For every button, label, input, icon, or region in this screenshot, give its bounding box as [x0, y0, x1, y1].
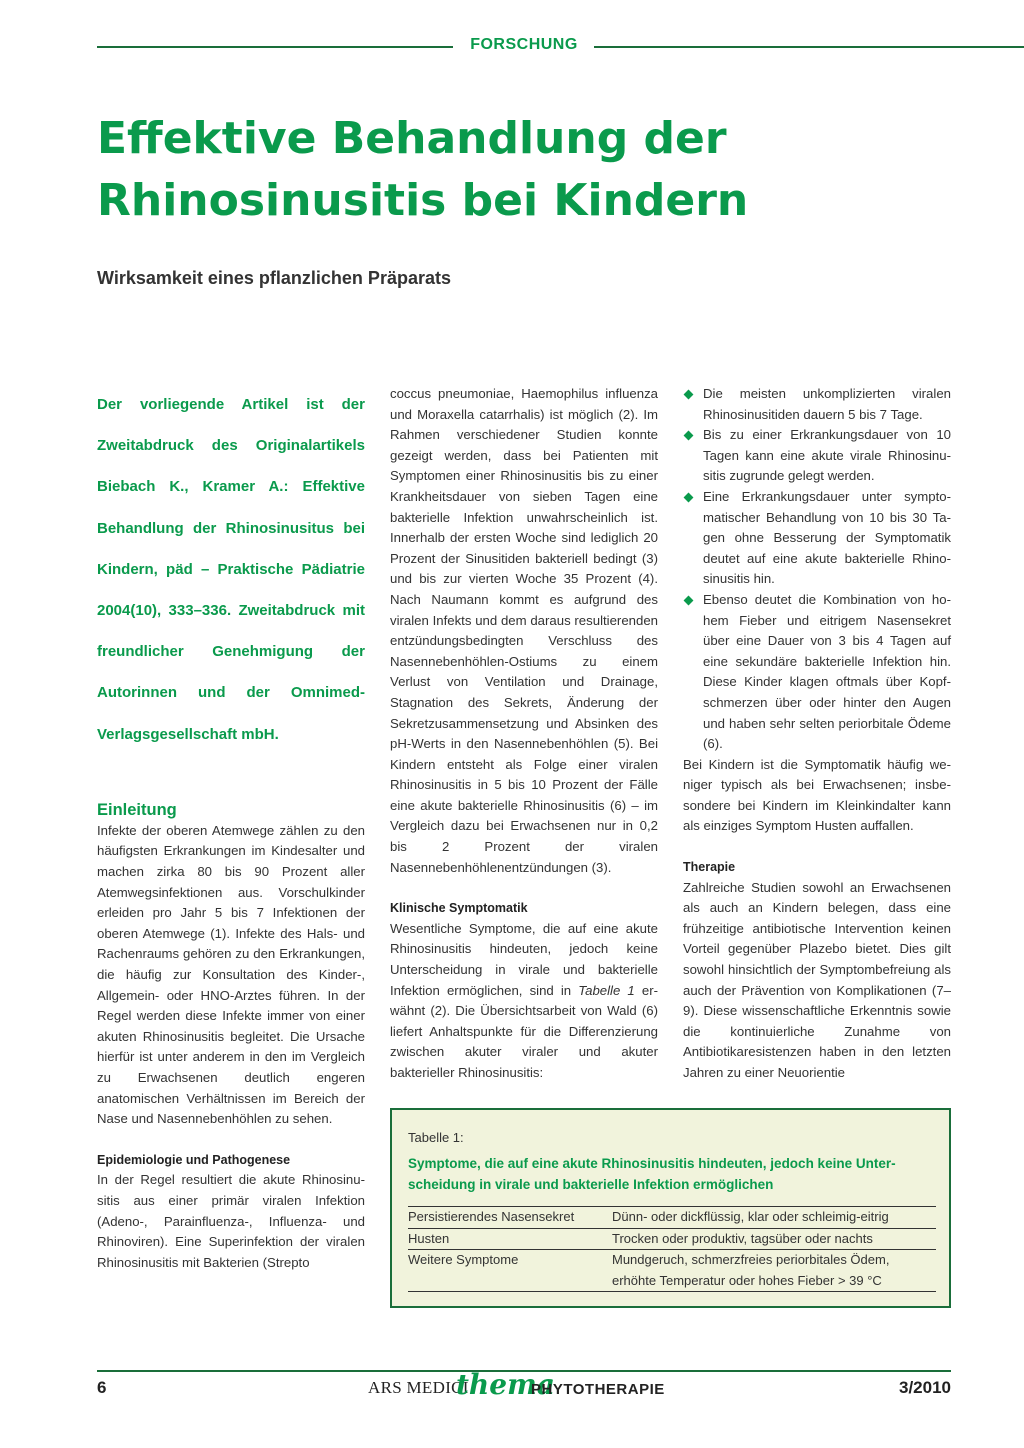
issue-number: 3/2010 — [899, 1378, 951, 1397]
list-item: Bis zu einer Erkrankungsdauer von 10 Tagen kann eine akute virale Rhinosinusitis zugrunde gelegt werden. — [683, 425, 951, 487]
column-1 — [97, 384, 365, 1273]
table-box — [390, 1108, 951, 1308]
article-subtitle: Wirksamkeit eines pflanzlichen Präparats — [97, 268, 451, 288]
clinical-paragraph — [390, 919, 658, 1084]
header-rule-right — [594, 46, 1024, 48]
lead-paragraph: Der vorliegende Artikel ist der Zweitabdruck des Originalartikels Biebach K., Kramer A.: Effektive Behandlung der Rhinosinusitus bei Kindern, päd – Praktische Pädiatrie 2004(10), 333–336. Zweitabdruck mit freundlicher Genehmigung der Autorinnen und der Omnimed-Verlagsgesellschaft mbH. — [97, 396, 365, 743]
therapy-paragraph: Zahlreiche Studien sowohl an Erwachsenen als auch an Kindern belegen, dass eine frühzeitige antibiotische Intervention keinen Vorteil gegenüber Plazebo bietet. Dies gilt sowohl hinsichtlich der Symptombefreiung als auch der Prävention von Komplikationen (7–9). Diese wissenschaftliche Erkenntnis sowie die kontinuierliche Zunahme von Antibiotikaresistenzen haben in den letzten Jahren zu einer Neuorientie — [683, 879, 951, 1080]
table-cell-symptom: Husten — [408, 1228, 612, 1250]
intro-paragraph: Infekte der oberen Atemwege zählen zu den häufigsten Erkrankungen im Kindesalter und machen zirka 80 bis 90 Prozent aller Atemwegsinfektionen aus. Vorschulkinder erleiden pro Jahr 5 bis 7 Infektionen der oberen Atemwege (1). Infekte des Hals- und Rachenraums gehören zu den Erkrankungen, die häufig zur Konsultation des Kinder-, Allgemein- oder HNO-Arztes führen. In der Regel werden diese Infekte immer von einer akuten Rhinosinusitis begleitet. Die Ursache hierfür ist unter anderem in den im Vergleich zu Erwachsenen deutlich engeren anatomischen Verhältnissen im Bereich der Nase und Nasennebenhöhlen zu sehen. — [97, 822, 365, 1127]
list-item: Ebenso deutet die Kombination von hohem Fieber und eitrigem Nasensekret über eine Dauer von 3 bis 4 Tagen auf eine sekundäre bakterielle Infektion hin. Diese Kinder klagen oftmals über Kopfschmerzen über oder hinter den Augen und haben sehr selten periorbitale Ödeme (6). — [683, 590, 951, 755]
column-2 — [390, 384, 658, 1084]
clinical-text-2: erwähnt (2). Die Übersichtsarbeit von Wald (6) liefert Anhaltspunkte für die Differenzierung zwischen akuter viraler und akuter bakterieller Rhinosinusitis: — [390, 982, 659, 1080]
table-row — [408, 1250, 936, 1292]
brand-ars-medici: ARS MEDICI — [368, 1378, 469, 1397]
clinical-text-1: Wesentliche Symptome, die auf eine akute Rhinosinusitis hindeuten, jedoch keine Unterscheidung in virale und bakterielle Infektion ermöglichen, sind in — [390, 920, 658, 998]
table-row — [408, 1228, 936, 1250]
therapy-heading: Therapie — [683, 860, 736, 875]
table-cell-detail: Trocken oder produktiv, tagsüber oder nachts — [612, 1228, 936, 1250]
article-title: Effektive Behandlung der Rhinosinusitis bei Kindern — [97, 113, 749, 226]
intro-heading: Einleitung — [97, 800, 177, 819]
diamond-bullet-icon — [684, 431, 694, 441]
after-bullets-paragraph: Bei Kindern ist die Symptomatik häufig weniger typisch als bei Erwachsenen; insbesondere bei Kindern im Kleinkindalter kann als einziges Symptom Husten auffallen. — [683, 756, 951, 834]
brand-section: PHYTOTHERAPIE — [531, 1381, 665, 1398]
table-row — [408, 1207, 936, 1229]
table-caption: Tabelle 1: — [408, 1130, 464, 1145]
symptom-table — [408, 1206, 936, 1292]
clinical-heading: Klinische Symptomatik — [390, 901, 528, 916]
epidemiology-heading: Epidemiologie und Pathogenese — [97, 1152, 291, 1167]
epidemiology-paragraph-b: coccus pneumoniae, Haemophilus influenza und Moraxella catarrhalis) ist möglich (2). Im Rahmen verschiedener Studien konnte gezeigt werden, dass bei Patienten mit Symptomen einer Rhinosinusitis bis zu einer Krankheitsdauer von sieben Tagen eine bakterielle Infektion unwahrscheinlich ist. Innerhalb der ersten Woche sind lediglich 20 Prozent der Sinusitiden bakteriell bedingt (3) und bis zur vierten Woche 35 Prozent (4). Nach Naumann kommt es aufgrund des viralen Infekts und dem daraus resultierenden entzündungsbedingten Verschluss des Nasennebenhöhlen-Ostiums zu einem Verlust von Ventilation und Drainage, Stagnation des Sekrets, Änderung der Sekretzusammensetzung und Absinken des pH-Werts in den Nasennebenhöhlen (5). Bei Kindern entsteht als Folge einer viralen Rhinosinusitis in 5 bis 10 Prozent der Fälle eine akute bakterielle Rhinosinusitis (6) – im Vergleich dazu bei Erwachsenen nur in 0,2 bis 2 Prozent der viralen Nasennebenhöhlenentzündungen (3). — [390, 386, 658, 875]
epidemiology-paragraph-a: In der Regel resultiert die akute Rhinosinusitis aus einer primär viralen Infektion (Adeno-, Parainfluenza-, Influenza- und Rhinoviren). Eine Superinfektion der viralen Rhinosinusitis mit Bakterien (Strepto — [97, 1172, 365, 1270]
section-label: FORSCHUNG — [470, 36, 578, 53]
table-cell-detail: Mundgeruch, schmerzfreies periorbitales Ödem, erhöhte Temperatur oder hohes Fieber > 39 °C — [612, 1250, 936, 1292]
list-item: Die meisten unkomplizierten viralen Rhinosinusitiden dauern 5 bis 7 Tage. — [683, 384, 951, 425]
column-3 — [683, 384, 951, 1084]
criteria-list — [683, 384, 951, 755]
diamond-bullet-icon — [684, 390, 694, 400]
page-number: 6 — [97, 1378, 107, 1397]
table-reference: Tabelle 1 — [578, 982, 635, 998]
table-cell-symptom: Weitere Symptome — [408, 1250, 612, 1292]
table-cell-symptom: Persistierendes Nasensekret — [408, 1207, 612, 1229]
table-cell-detail: Dünn- oder dickflüssig, klar oder schleimig-eitrig — [612, 1207, 936, 1229]
diamond-bullet-icon — [684, 493, 694, 503]
list-item: Eine Erkrankungsdauer unter symptomatischer Behandlung von 10 bis 30 Tagen ohne Besserung der Symptomatik deutet auf eine akute bakterielle Rhinosinusitis hin. — [683, 487, 951, 590]
header-rule-left — [97, 46, 453, 48]
brand-thema-logo: thema — [456, 1368, 555, 1401]
diamond-bullet-icon — [684, 595, 694, 605]
table-heading: Symptome, die auf eine akute Rhinosinusitis hindeuten, jedoch keine Unterscheidung in virale und bakterielle Infektion ermöglichen — [408, 1156, 896, 1192]
